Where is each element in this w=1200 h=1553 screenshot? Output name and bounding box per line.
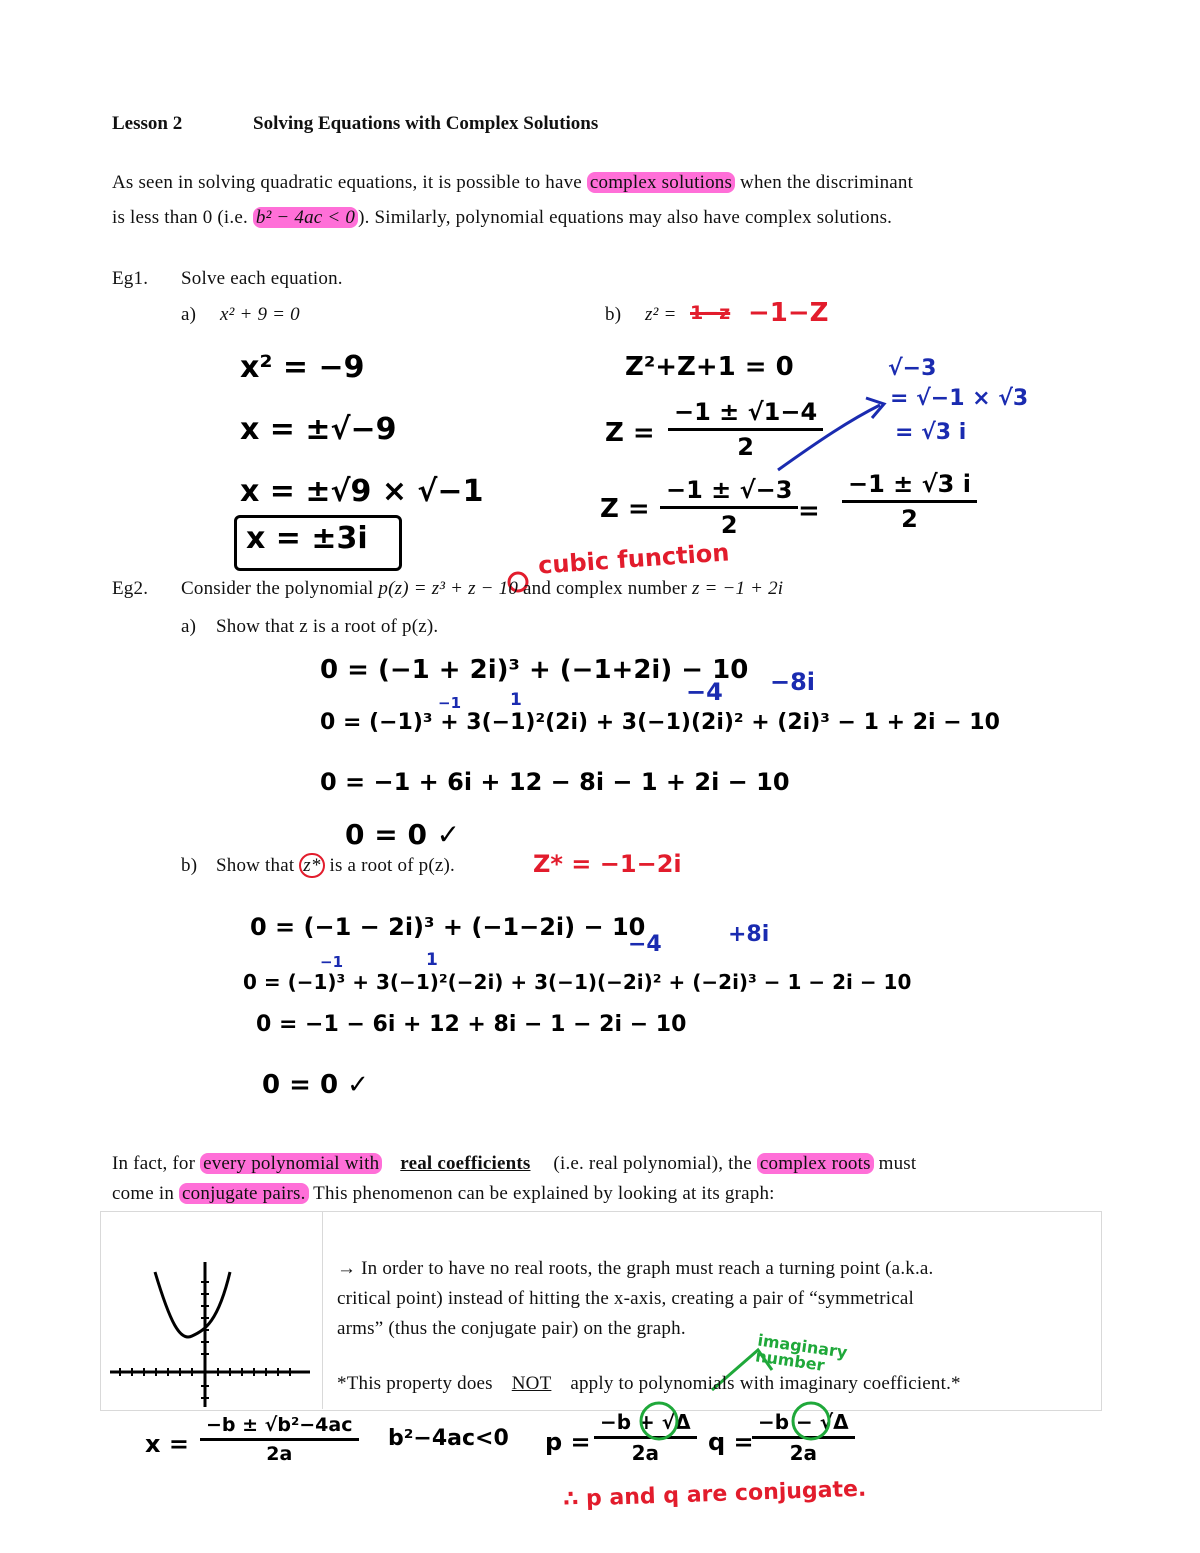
panel-line: arms” (thus the conjugate pair) on the graph. [337,1318,686,1339]
panel-line: critical point) instead of hitting the x-axis, creating a pair of “symmetrical [337,1288,914,1309]
p-lhs: p = [545,1428,591,1456]
highlight-complex-solutions: complex solutions [587,172,735,193]
panel-paragraph-2 [337,1373,961,1395]
eg2-b-step-4: 0 = 0 ✓ [262,1070,369,1100]
eg2-a-step-4: 0 = 0 ✓ [345,818,461,851]
eg2-a-step-1: 0 = (−1 + 2i)³ + (−1+2i) − 10 [320,655,749,685]
eg1-b-label: b) [605,304,622,325]
fraction-denominator: 2 [901,505,918,533]
eg2-b-text-part: is a root of p(z). [324,855,456,876]
fraction-denominator: 2a [631,1441,659,1465]
q-fraction [752,1410,855,1465]
complex-number: z = −1 + 2i [691,578,784,599]
panel-text: *This property does [337,1373,498,1394]
eg1-b-equation: z² = [645,304,677,325]
eg1-a-answer: x = ±3i [246,521,368,556]
eg2-a-note-3: −4 [686,678,723,706]
eg1-a-step-1: x² = −9 [240,350,365,385]
eg1-b-struck-text: 1−z [690,302,731,324]
eg2-a-text: Show that z is a root of p(z). [216,616,439,637]
eg1-b-step-2-lhs: Z = [605,418,655,448]
quadratic-formula-fraction [200,1414,359,1465]
fact-text: must [873,1153,917,1174]
intro-text: when the discriminant [735,172,914,193]
fraction-numerator: −b ± √b²−4ac [200,1414,359,1441]
imaginary-number-note: imaginary number [754,1330,849,1375]
eg2-a-note-2: 1 [510,690,522,710]
cubic-function-annotation: cubic function [537,538,731,580]
eg1-a-equation: x² + 9 = 0 [220,304,300,325]
eg2-b-note-3: −4 [628,932,662,957]
eg2-a-label: a) [181,616,197,637]
highlight-complex-roots: complex roots [757,1153,874,1174]
intro-text: is less than 0 (i.e. [112,207,253,228]
eg1-b-step-1: Z²+Z+1 = 0 [625,352,794,382]
eg1-a-step-3: x = ±√9 × √−1 [240,474,484,509]
fraction-numerator: −1 ± √1−4 [668,398,823,431]
eg2-b-note-2: 1 [426,950,438,970]
eg1-b-correction: −1−Z [748,298,829,328]
panel-line: → In order to have no real roots, the graph must reach a turning point (a.k.a. [337,1258,934,1279]
eg1-b-step-3-lhs: Z = [600,494,650,524]
eg1-b-step-3-fraction-2 [842,470,977,533]
eg1-instruction: Solve each equation. [181,268,343,289]
eg1-a-step-2: x = ±√−9 [240,412,397,447]
eg1-label: Eg1. [112,268,149,289]
eg2-label: Eg2. [112,578,149,599]
eg2-b-text [216,855,455,877]
fact-text: This phenomenon can be explained by looking at its graph: [308,1183,775,1204]
fraction-numerator: −1 ± √3 i [842,470,977,503]
parabola-graph [110,1262,310,1412]
fact-text: In fact, for [112,1153,201,1174]
eg2-intro [181,578,783,600]
intro-line-2 [112,207,892,229]
fact-text: (i.e. real polynomial), the [548,1153,757,1174]
fraction-numerator: −1 ± √−3 [660,476,798,509]
eg2-intro-text: and complex number [518,578,692,599]
fraction-denominator: 2a [789,1441,817,1465]
intro-text: As seen in solving quadratic equations, it is possible to have [112,172,587,193]
note-sqrt3-i: = √3 i [895,420,967,445]
blank-not: NOT [511,1373,552,1394]
polynomial: p(z) = z³ + z − 10 [378,578,519,599]
fraction-denominator: 2a [266,1443,293,1465]
eg2-b-step-2: 0 = (−1)³ + 3(−1)²(−2i) + 3(−1)(−2i)² + (−2i)³ − 1 − 2i − 10 [243,970,912,994]
fraction-denominator: 2 [720,511,738,539]
panel-paragraph-1 [337,1254,934,1344]
p-fraction [594,1410,697,1465]
intro-line-1 [112,172,913,194]
eg2-a-step-3: 0 = −1 + 6i + 12 − 8i − 1 + 2i − 10 [320,768,790,796]
eg2-b-label: b) [181,855,198,876]
blank-real-coefficients: real coefficients [400,1153,531,1174]
eg1-b-step-3-fraction [660,476,798,539]
fact-line-2 [112,1183,775,1205]
eg1-a-label: a) [181,304,197,325]
eg1-b-step-2-fraction [668,398,823,461]
eg2-intro-text: Consider the polynomial [181,578,379,599]
panel-divider [322,1211,323,1409]
panel-text: apply to polynomials with imaginary coefficient.* [565,1373,961,1394]
discriminant-condition: b²−4ac<0 [388,1426,509,1451]
eg2-b-note-1: −1 [320,953,344,971]
conclusion-note: ∴ p and q are conjugate. [562,1476,867,1513]
eg2-b-note-4: +8i [728,922,770,947]
note-sqrt-split: = √−1 × √3 [890,386,1029,411]
z-star: z* [299,853,324,878]
fact-text: come in [112,1183,180,1204]
fraction-numerator: −b + √Δ [594,1410,697,1439]
fact-line-1 [112,1153,916,1175]
eg2-b-step-3: 0 = −1 − 6i + 12 + 8i − 1 − 2i − 10 [256,1012,687,1037]
q-lhs: q = [708,1428,754,1456]
highlight-every-polynomial: every polynomial with [200,1153,382,1174]
fraction-denominator: 2 [737,433,754,461]
highlight-discriminant: b² − 4ac < 0 [253,207,358,228]
eg2-b-conjugate: Z* = −1−2i [533,850,682,878]
quadratic-formula-lhs: x = [145,1430,189,1458]
eg2-a-note-4: −8i [770,668,816,696]
lesson-label: Lesson 2 [112,113,183,134]
fraction-numerator: −b − √Δ [752,1410,855,1439]
eg2-b-step-1: 0 = (−1 − 2i)³ + (−1−2i) − 10 [250,913,646,941]
highlight-conjugate-pairs: conjugate pairs. [179,1183,309,1204]
eg2-a-step-2: 0 = (−1)³ + 3(−1)²(2i) + 3(−1)(2i)² + (2i)³ − 1 + 2i − 10 [320,710,1000,735]
intro-text: ). Similarly, polynomial equations may also have complex solutions. [358,207,893,228]
page-title: Solving Equations with Complex Solutions [253,113,599,134]
eg1-b-step-3-equals: = [798,496,820,526]
note-sqrt-neg3: √−3 [888,356,937,381]
eg2-a-note-1: −1 [438,694,462,712]
eg2-b-text-part: Show that [216,855,300,876]
